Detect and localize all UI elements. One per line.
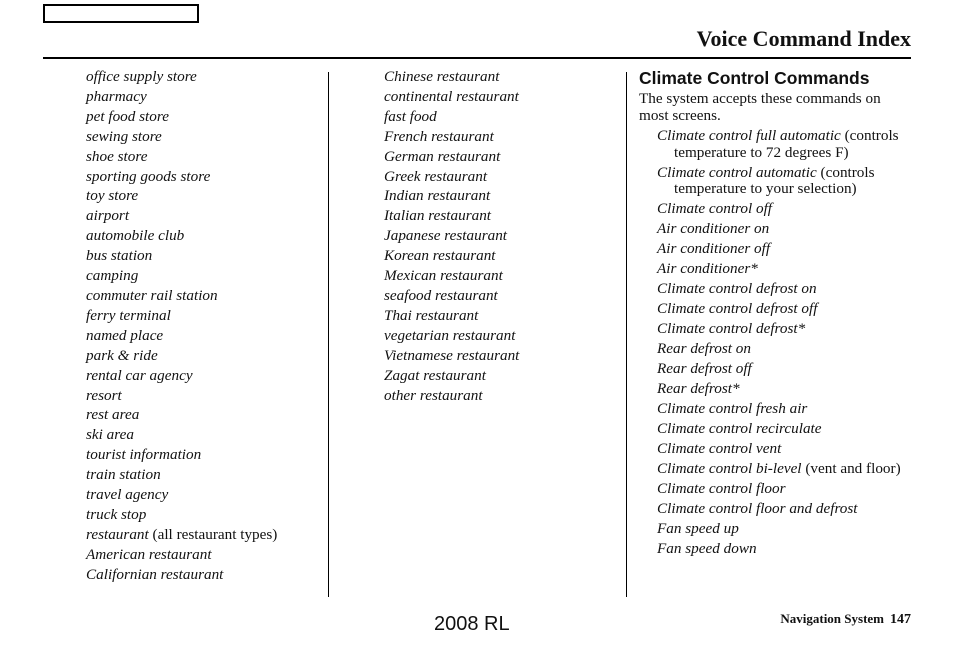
command-item bbox=[86, 286, 321, 306]
command-text: Zagat restaurant bbox=[384, 366, 486, 384]
command-text: Climate control floor and defrost bbox=[657, 500, 858, 517]
header-divider bbox=[43, 57, 911, 59]
climate-command-item bbox=[639, 165, 911, 198]
command-item bbox=[86, 445, 321, 465]
climate-command-item bbox=[639, 541, 911, 558]
climate-command-item bbox=[639, 401, 911, 418]
command-note: (controls temperature to your selection) bbox=[674, 163, 875, 197]
climate-command-list bbox=[639, 128, 911, 558]
command-item bbox=[86, 127, 321, 147]
command-text: Climate control off bbox=[657, 200, 773, 217]
command-text: fast food bbox=[384, 107, 437, 125]
command-item bbox=[86, 306, 321, 326]
climate-command-item bbox=[639, 521, 911, 538]
command-text: Japanese restaurant bbox=[384, 227, 508, 245]
climate-command-item bbox=[639, 321, 911, 338]
command-text: Climate control fresh air bbox=[657, 400, 808, 417]
command-text: Climate control defrost* bbox=[657, 320, 806, 337]
command-item bbox=[86, 386, 321, 406]
command-text: pet food store bbox=[86, 107, 169, 125]
command-text: truck stop bbox=[86, 505, 147, 523]
command-text: German restaurant bbox=[384, 147, 501, 165]
climate-command-item bbox=[639, 441, 911, 458]
command-item bbox=[384, 87, 619, 107]
command-item bbox=[384, 107, 619, 127]
climate-command-item bbox=[639, 481, 911, 498]
command-text: Italian restaurant bbox=[384, 207, 492, 225]
climate-command-item bbox=[639, 421, 911, 438]
command-text: ferry terminal bbox=[86, 306, 171, 324]
command-item bbox=[86, 425, 321, 445]
command-text: Rear defrost on bbox=[657, 340, 751, 357]
command-text: train station bbox=[86, 466, 161, 484]
command-item bbox=[384, 346, 619, 366]
command-note: (controls temperature to 72 degrees F) bbox=[674, 127, 899, 161]
command-text: Climate control floor bbox=[657, 480, 786, 497]
command-item bbox=[384, 246, 619, 266]
command-item bbox=[384, 226, 619, 246]
command-text: commuter rail station bbox=[86, 286, 218, 304]
command-text: Rear defrost* bbox=[657, 380, 740, 397]
command-item bbox=[384, 326, 619, 346]
command-note: (vent and floor) bbox=[801, 460, 901, 477]
command-item bbox=[86, 525, 321, 545]
command-text: automobile club bbox=[86, 227, 185, 245]
command-item bbox=[384, 286, 619, 306]
command-text: Fan speed down bbox=[657, 540, 757, 557]
command-list-column-1 bbox=[86, 67, 321, 585]
command-text: Californian restaurant bbox=[86, 565, 224, 583]
climate-command-item bbox=[639, 261, 911, 278]
command-item bbox=[86, 565, 321, 585]
command-item bbox=[384, 266, 619, 286]
command-item bbox=[86, 326, 321, 346]
command-text: camping bbox=[86, 267, 139, 285]
command-item bbox=[86, 545, 321, 565]
command-text: Korean restaurant bbox=[384, 247, 496, 265]
command-text: Climate control defrost on bbox=[657, 280, 817, 297]
climate-command-item bbox=[639, 461, 911, 478]
command-item bbox=[384, 306, 619, 326]
command-text: toy store bbox=[86, 187, 139, 205]
command-text: Air conditioner off bbox=[657, 240, 771, 257]
command-text: Chinese restaurant bbox=[384, 68, 500, 85]
command-text: sporting goods store bbox=[86, 167, 211, 185]
climate-command-item bbox=[639, 128, 911, 161]
command-list-column-2 bbox=[384, 67, 619, 405]
footer-section-name: Navigation System bbox=[780, 611, 884, 626]
footer-model-label: 2008 RL bbox=[434, 613, 510, 635]
command-text: Climate control bi-level bbox=[657, 460, 802, 477]
command-text: travel agency bbox=[86, 486, 169, 504]
footer-page-label bbox=[780, 611, 911, 628]
command-item bbox=[86, 266, 321, 286]
command-note: (all restaurant types) bbox=[148, 525, 278, 543]
command-text: pharmacy bbox=[86, 87, 147, 105]
command-text: seafood restaurant bbox=[384, 286, 498, 304]
header-tab-box bbox=[43, 4, 199, 23]
command-text: rental car agency bbox=[86, 366, 193, 384]
command-text: rest area bbox=[86, 406, 140, 424]
command-item bbox=[86, 246, 321, 266]
command-text: Vietnamese restaurant bbox=[384, 346, 520, 364]
command-text: shoe store bbox=[86, 147, 148, 165]
command-item bbox=[384, 127, 619, 147]
command-text: Fan speed up bbox=[657, 520, 739, 537]
command-text: Air conditioner* bbox=[657, 260, 758, 277]
climate-command-item bbox=[639, 341, 911, 358]
command-text: bus station bbox=[86, 247, 153, 265]
command-text: tourist information bbox=[86, 446, 202, 464]
command-item bbox=[384, 186, 619, 206]
command-text: continental restaurant bbox=[384, 87, 519, 105]
command-item bbox=[86, 206, 321, 226]
command-text: named place bbox=[86, 326, 164, 344]
climate-command-item bbox=[639, 201, 911, 218]
command-item bbox=[86, 485, 321, 505]
command-text: office supply store bbox=[86, 68, 197, 85]
command-text: airport bbox=[86, 207, 130, 225]
climate-command-item bbox=[639, 501, 911, 518]
climate-command-item bbox=[639, 241, 911, 258]
command-item bbox=[86, 147, 321, 167]
command-text: Indian restaurant bbox=[384, 187, 491, 205]
command-text: resort bbox=[86, 386, 122, 404]
command-item bbox=[384, 147, 619, 167]
column-divider bbox=[626, 72, 627, 597]
command-text: ski area bbox=[86, 426, 134, 444]
command-text: American restaurant bbox=[86, 545, 212, 563]
command-item bbox=[86, 226, 321, 246]
command-text: Greek restaurant bbox=[384, 167, 488, 185]
climate-control-section bbox=[639, 67, 911, 561]
command-item bbox=[384, 366, 619, 386]
command-item bbox=[86, 465, 321, 485]
command-item bbox=[384, 167, 619, 187]
section-intro: The system accepts these commands on most screens. bbox=[639, 90, 881, 124]
command-item bbox=[86, 67, 321, 87]
command-text: Climate control recirculate bbox=[657, 420, 822, 437]
command-text: Climate control full automatic bbox=[657, 127, 841, 144]
command-text: French restaurant bbox=[384, 127, 494, 145]
command-item bbox=[86, 505, 321, 525]
climate-command-item bbox=[639, 301, 911, 318]
section-heading: Climate Control Commands bbox=[639, 68, 870, 88]
climate-command-item bbox=[639, 221, 911, 238]
command-item bbox=[384, 206, 619, 226]
page-title: Voice Command Index bbox=[696, 26, 911, 51]
command-text: restaurant bbox=[86, 525, 149, 543]
command-text: other restaurant bbox=[384, 386, 483, 404]
command-text: sewing store bbox=[86, 127, 162, 145]
command-item bbox=[86, 186, 321, 206]
command-item bbox=[384, 67, 619, 87]
command-item bbox=[384, 386, 619, 406]
command-text: Climate control defrost off bbox=[657, 300, 818, 317]
command-item bbox=[86, 346, 321, 366]
command-item bbox=[86, 405, 321, 425]
command-text: park & ride bbox=[86, 346, 158, 364]
command-text: Air conditioner on bbox=[657, 220, 770, 237]
column-divider bbox=[328, 72, 329, 597]
command-text: Thai restaurant bbox=[384, 306, 479, 324]
command-text: Climate control vent bbox=[657, 440, 782, 457]
climate-command-item bbox=[639, 281, 911, 298]
climate-command-item bbox=[639, 381, 911, 398]
command-text: Rear defrost off bbox=[657, 360, 752, 377]
command-text: Mexican restaurant bbox=[384, 267, 503, 285]
command-text: vegetarian restaurant bbox=[384, 326, 516, 344]
page-number: 147 bbox=[890, 612, 911, 627]
command-item bbox=[86, 167, 321, 187]
command-text: Climate control automatic bbox=[657, 163, 817, 181]
command-item bbox=[86, 107, 321, 127]
climate-command-item bbox=[639, 361, 911, 378]
command-item bbox=[86, 87, 321, 107]
command-item bbox=[86, 366, 321, 386]
